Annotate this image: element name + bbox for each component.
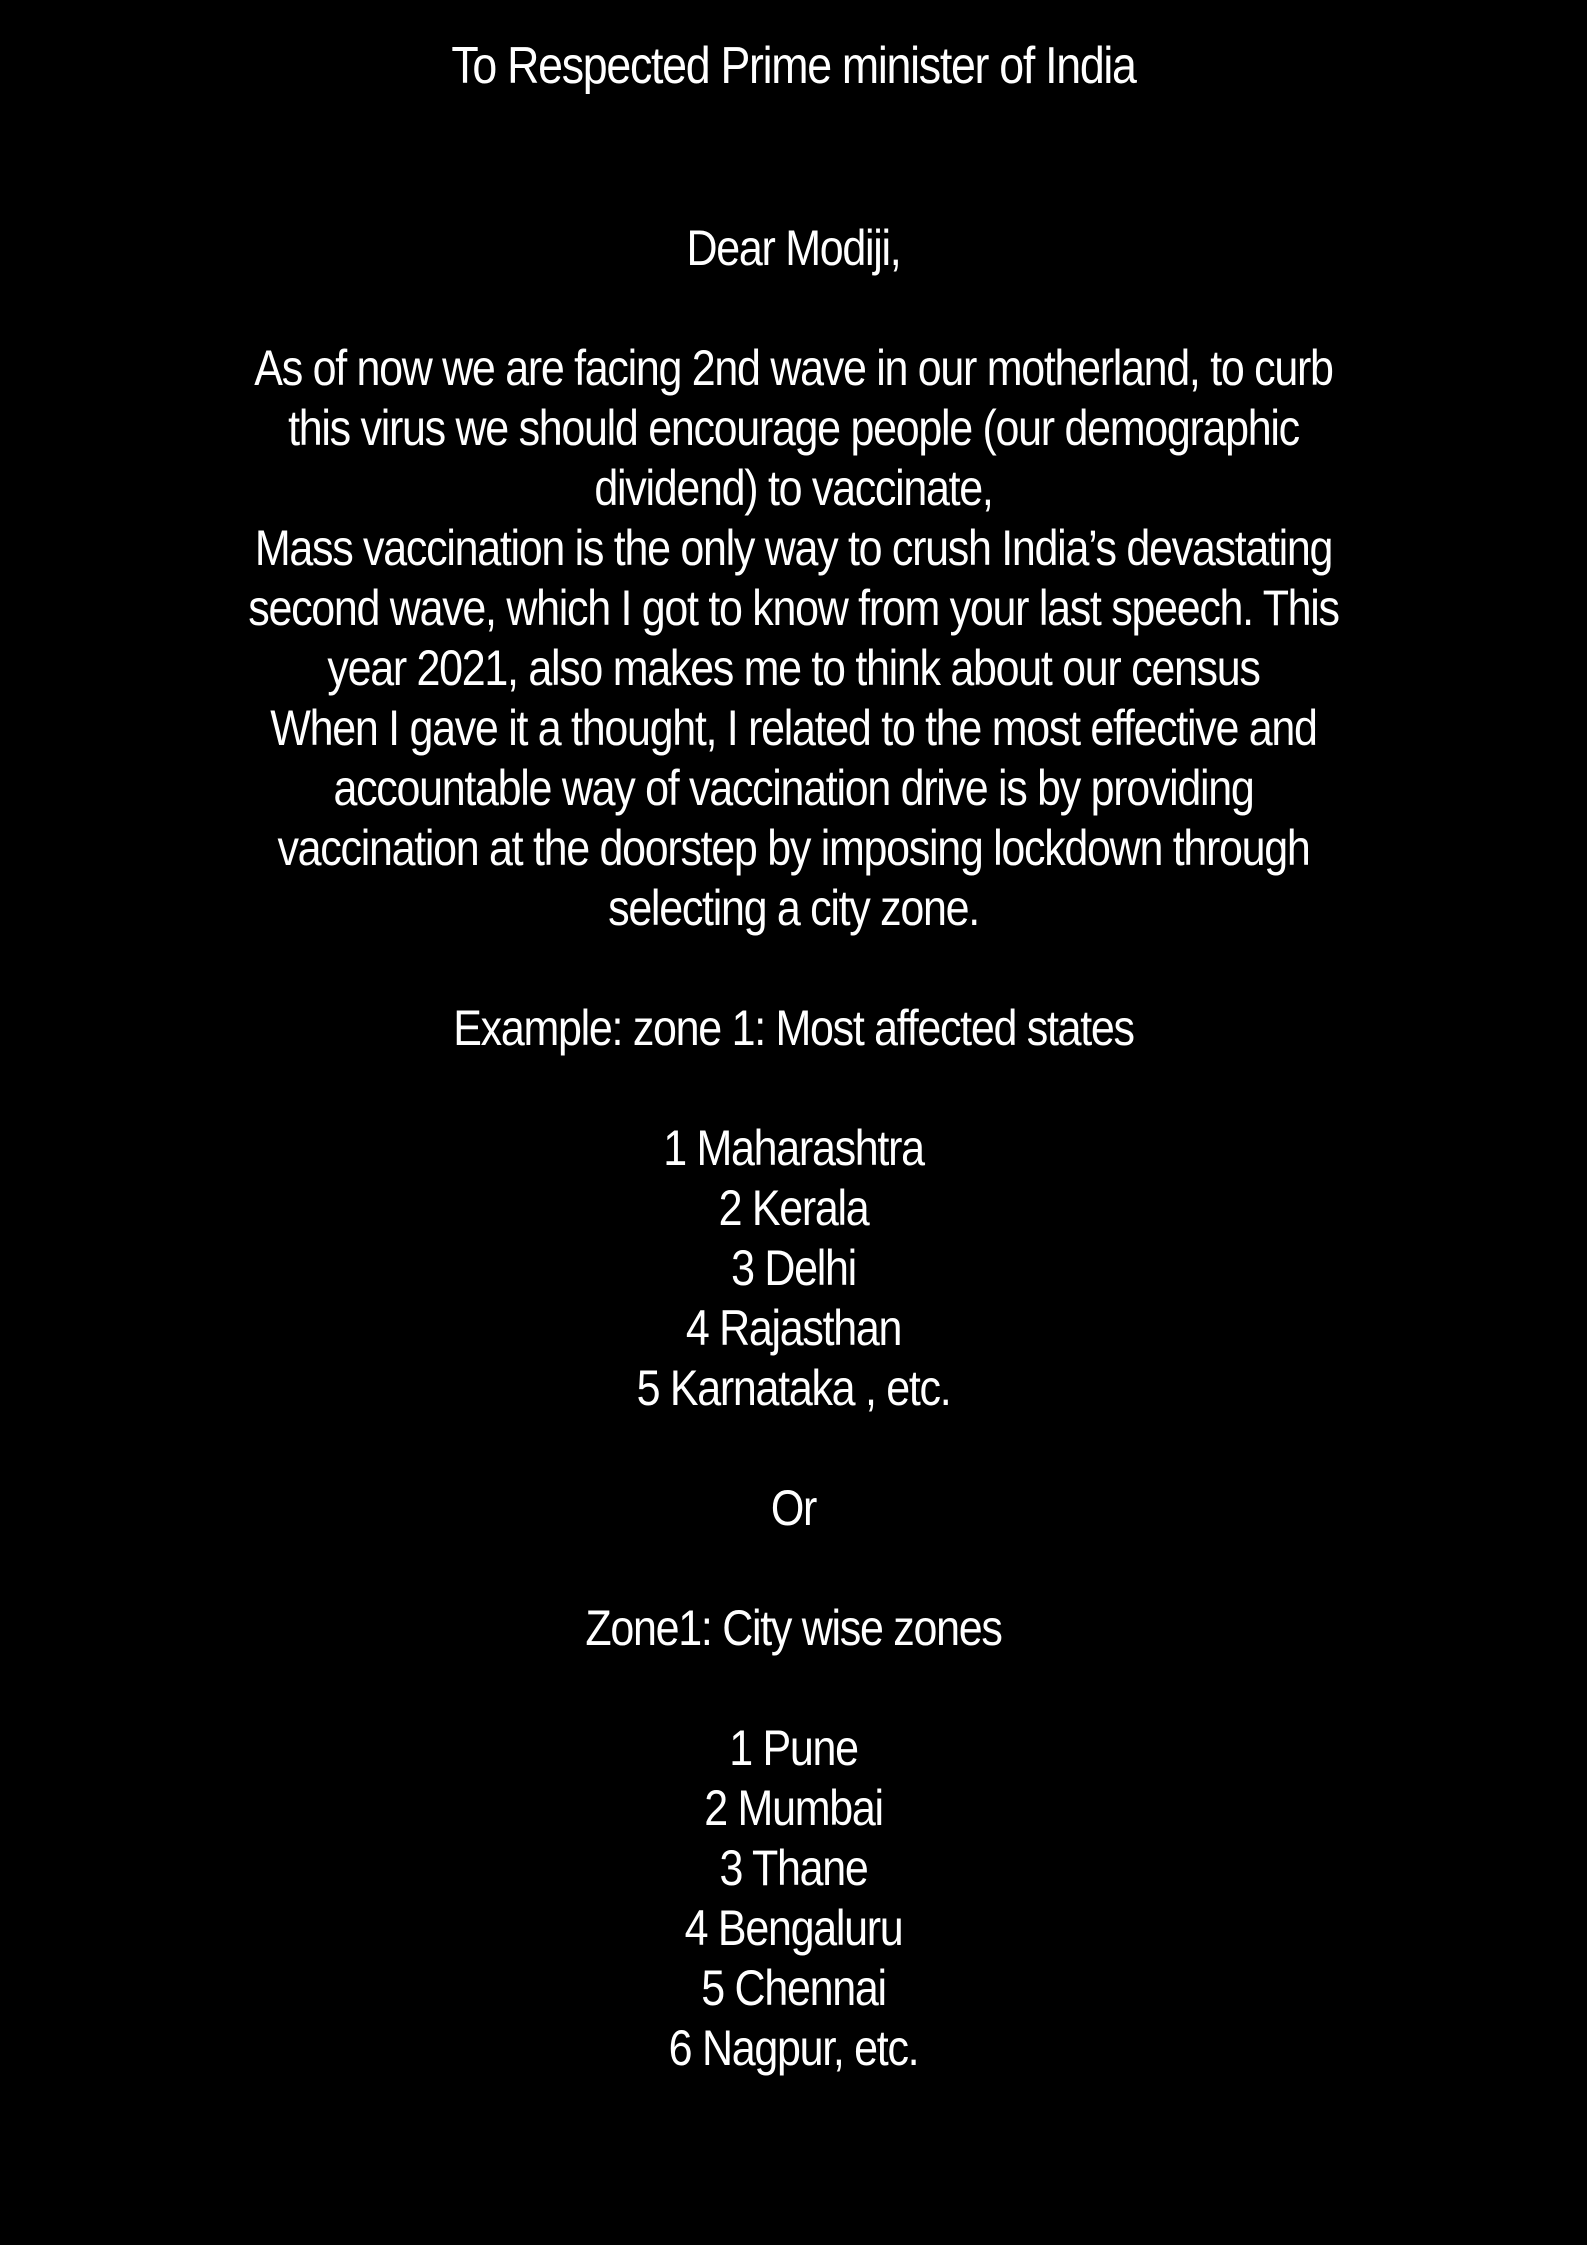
state-list-item: 3 Delhi xyxy=(731,1240,856,1296)
paragraph-line: Mass vaccination is the only way to crush India’s devastating xyxy=(254,520,1333,576)
state-list-item: 4 Rajasthan xyxy=(685,1300,902,1356)
city-list-item: 1 Pune xyxy=(729,1720,858,1776)
city-list-item: 4 Bengaluru xyxy=(684,1900,903,1956)
city-list-item: 3 Thane xyxy=(719,1840,868,1896)
paragraph-line: dividend) to vaccinate, xyxy=(594,460,993,516)
state-list-item: 5 Karnataka , etc. xyxy=(636,1360,951,1416)
salutation: Dear Modiji, xyxy=(686,220,901,276)
zone-heading: Zone1: City wise zones xyxy=(585,1600,1002,1656)
or-separator: Or xyxy=(770,1480,817,1536)
state-list-item: 2 Kerala xyxy=(718,1180,869,1236)
paragraph-line: When I gave it a thought, I related to the most effective and xyxy=(270,700,1317,756)
city-list-item: 5 Chennai xyxy=(701,1960,886,2016)
paragraph-line: accountable way of vaccination drive is by providing xyxy=(333,760,1254,816)
city-list-item: 6 Nagpur, etc. xyxy=(668,2020,919,2076)
paragraph-line: year 2021, also makes me to think about our census xyxy=(327,640,1260,696)
paragraph-line: vaccination at the doorstep by imposing lockdown through xyxy=(277,820,1310,876)
paragraph-line: selecting a city zone. xyxy=(608,880,979,936)
state-list-item: 1 Maharashtra xyxy=(663,1120,924,1176)
example-heading: Example: zone 1: Most affected states xyxy=(453,1000,1134,1056)
paragraph-line: As of now we are facing 2nd wave in our motherland, to curb xyxy=(254,340,1333,396)
city-list-item: 2 Mumbai xyxy=(704,1780,883,1836)
letter-title: To Respected Prime minister of India xyxy=(451,37,1136,95)
paragraph-line: second wave, which I got to know from your last speech. This xyxy=(248,580,1339,636)
paragraph-line: this virus we should encourage people (our demographic xyxy=(288,400,1299,456)
